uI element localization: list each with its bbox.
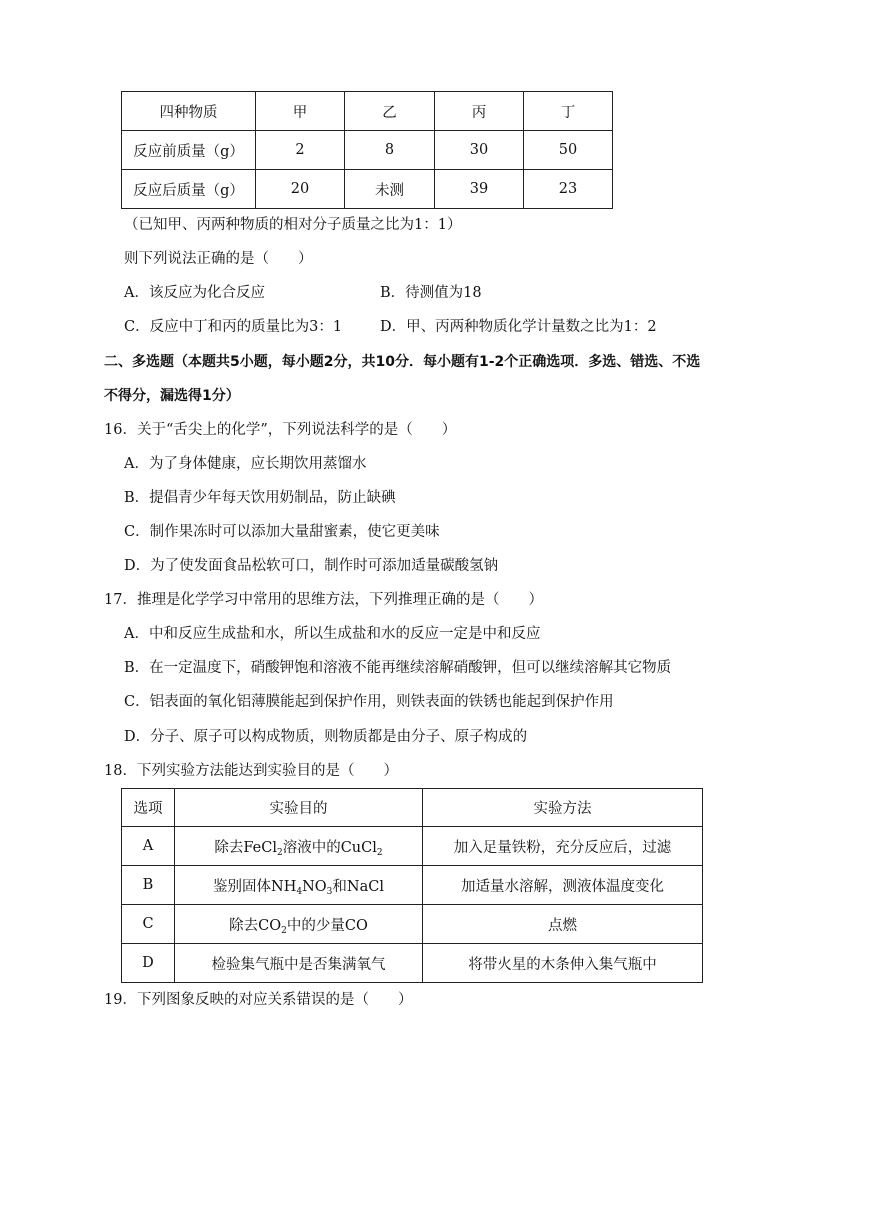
table-cell: 8 xyxy=(345,131,435,170)
table-row xyxy=(122,131,613,170)
mass-table xyxy=(121,91,613,209)
q17-option-b: B．在一定温度下，硝酸钾饱和溶液不能再继续溶解硝酸钾，但可以继续溶解其它物质 xyxy=(124,660,672,676)
table-header-cell: 乙 xyxy=(345,92,435,131)
table-cell: 2 xyxy=(256,131,345,170)
table-cell: 未测 xyxy=(345,170,435,209)
table-header-cell: 实验目的 xyxy=(175,789,423,827)
table-cell: 反应后质量（g） xyxy=(122,170,256,209)
table-cell: 20 xyxy=(256,170,345,209)
table-row xyxy=(122,170,613,209)
table-cell-option: B xyxy=(122,866,175,905)
q17-option-a: A．中和反应生成盐和水，所以生成盐和水的反应一定是中和反应 xyxy=(124,626,541,642)
table-header-cell: 丁 xyxy=(524,92,613,131)
table-row xyxy=(122,827,703,866)
table-row xyxy=(122,944,703,983)
q15-option-b: B．待测值为18 xyxy=(380,285,482,301)
table-row xyxy=(122,866,703,905)
table-header-cell: 甲 xyxy=(256,92,345,131)
purpose-text: 除去CO xyxy=(229,917,282,934)
q16-option-c: C．制作果冻时可以添加大量甜蜜素，使它更美味 xyxy=(124,524,440,540)
q19-stem: 19．下列图象反映的对应关系错误的是（ ） xyxy=(104,992,413,1008)
table-cell-method: 点燃 xyxy=(423,905,703,944)
table-cell-purpose xyxy=(175,866,423,905)
table-cell-option: D xyxy=(122,944,175,983)
table-cell: 30 xyxy=(435,131,524,170)
table-header-cell: 丙 xyxy=(435,92,524,131)
table-header-cell: 选项 xyxy=(122,789,175,827)
section-heading-cont: 不得分，漏选得1分） xyxy=(104,388,240,404)
purpose-text: 除去FeCl xyxy=(214,839,277,856)
subscript: 2 xyxy=(281,925,287,936)
purpose-text: 和NaCl xyxy=(332,878,384,895)
table-cell-method: 加入足量铁粉，充分反应后，过滤 xyxy=(423,827,703,866)
q15-stem: 则下列说法正确的是（ ） xyxy=(124,251,313,267)
table-cell: 23 xyxy=(524,170,613,209)
q18-stem: 18．下列实验方法能达到实验目的是（ ） xyxy=(104,763,398,779)
table-cell-option: A xyxy=(122,827,175,866)
q16-option-a: A．为了身体健康，应长期饮用蒸馏水 xyxy=(124,456,367,472)
q16-option-d: D．为了使发面食品松软可口，制作时可添加适量碳酸氢钠 xyxy=(124,558,499,574)
table-cell-purpose xyxy=(175,905,423,944)
table-cell-purpose: 检验集气瓶中是否集满氧气 xyxy=(175,944,423,983)
table-cell: 39 xyxy=(435,170,524,209)
experiment-table xyxy=(121,788,703,983)
table-cell: 50 xyxy=(524,131,613,170)
table-header-cell: 实验方法 xyxy=(423,789,703,827)
table-cell-method: 加适量水溶解，测液体温度变化 xyxy=(423,866,703,905)
table-header-row xyxy=(122,92,613,131)
section-heading: 二、多选题（本题共5小题，每小题2分，共10分．每小题有1-2个正确选项．多选、错选、不选 xyxy=(104,354,701,370)
q15-option-c: C．反应中丁和丙的质量比为3：1 xyxy=(124,319,343,335)
q16-option-b: B．提倡青少年每天饮用奶制品，防止缺碘 xyxy=(124,490,396,506)
q16-stem: 16．关于“舌尖上的化学”，下列说法科学的是（ ） xyxy=(104,422,457,438)
subscript: 3 xyxy=(326,886,333,897)
subscript: 4 xyxy=(296,886,303,897)
q17-option-c: C．铝表面的氧化铝薄膜能起到保护作用，则铁表面的铁锈也能起到保护作用 xyxy=(124,694,614,710)
table-header-cell: 四种物质 xyxy=(122,92,256,131)
q17-option-d: D．分子、原子可以构成物质，则物质都是由分子、原子构成的 xyxy=(124,729,528,745)
table-cell-option: C xyxy=(122,905,175,944)
table-cell-method: 将带火星的木条伸入集气瓶中 xyxy=(423,944,703,983)
q15-option-a: A．该反应为化合反应 xyxy=(124,285,265,301)
table-row xyxy=(122,905,703,944)
subscript: 2 xyxy=(276,847,283,858)
table-cell: 反应前质量（g） xyxy=(122,131,256,170)
purpose-text: 中的少量CO xyxy=(286,917,368,934)
q15-option-d: D．甲、丙两种物质化学计量数之比为1：2 xyxy=(380,319,657,335)
purpose-text: 溶液中的CuCl xyxy=(282,839,377,856)
q15-note: （已知甲、丙两种物质的相对分子质量之比为1：1） xyxy=(124,217,462,233)
purpose-text: NO xyxy=(302,878,327,895)
subscript: 2 xyxy=(376,847,383,858)
table-header-row xyxy=(122,789,703,827)
q17-stem: 17．推理是化学学习中常用的思维方法，下列推理正确的是（ ） xyxy=(104,592,543,608)
table-cell-purpose xyxy=(175,827,423,866)
purpose-text: 鉴别固体NH xyxy=(213,878,297,895)
